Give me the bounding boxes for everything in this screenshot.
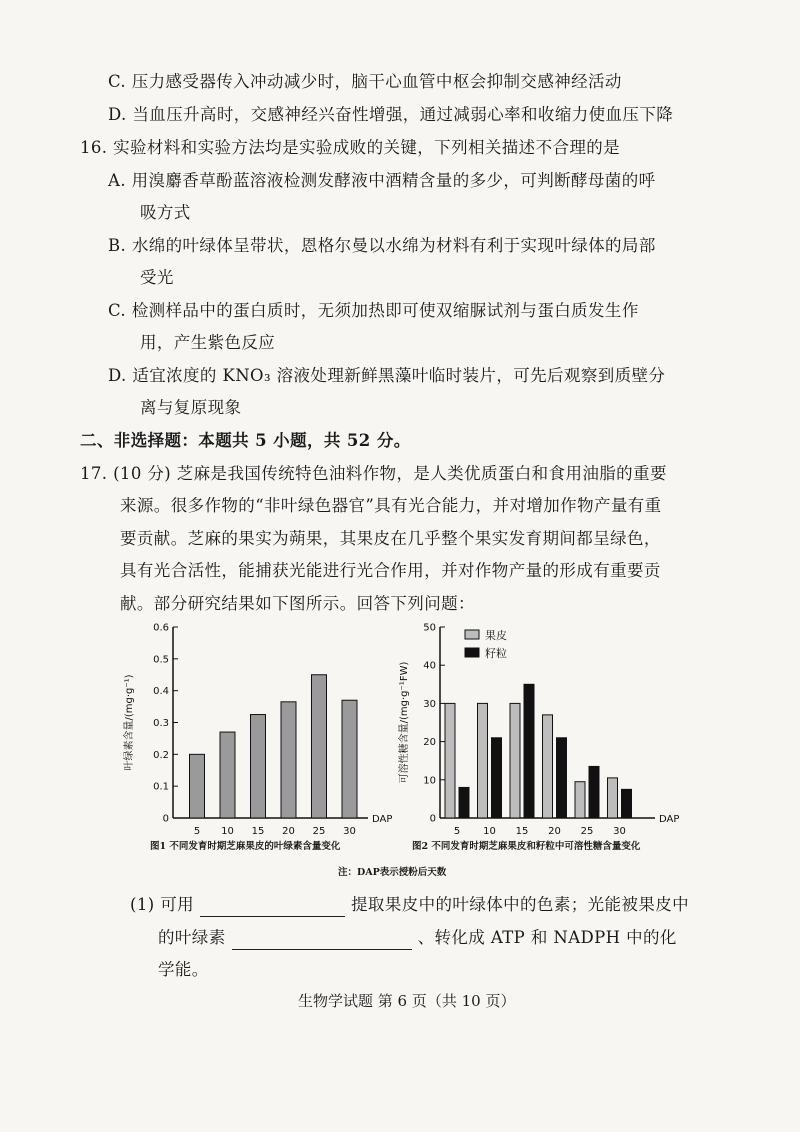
y-axis-label: 可溶性糖含量/(mg·g⁻¹FW) <box>399 661 410 784</box>
y-tick-label: 0.6 <box>153 622 169 634</box>
y-tick-label: 0.3 <box>153 718 169 729</box>
bar-10 <box>220 732 235 818</box>
legend-label: 果皮 <box>485 629 507 642</box>
option-b-q16: B. 水绵的叶绿体呈带状，恩格尔曼以水绵为材料有利于实现叶绿体的局部 <box>108 236 656 255</box>
x-tick-label: 30 <box>343 826 356 837</box>
figure1-chlorophyll-chart <box>118 618 403 843</box>
option-c-q16: C. 检测样品中的蛋白质时，无须加热即可使双缩脲试剂与蛋白质发生作 <box>108 301 639 320</box>
question-17-line3: 要贡献。芝麻的果实为蒴果，其果皮在几乎整个果实发育期间都呈绿色， <box>120 529 661 548</box>
x-axis-label: DAP <box>372 814 393 825</box>
part1b-prefix: 的叶绿素 <box>158 928 226 947</box>
part1-suffix: 提取果皮中的叶绿体中的色素；光能被果皮中 <box>351 895 690 914</box>
bar-seed-25 <box>589 766 599 818</box>
option-a-q16-cont: 吸方式 <box>140 203 191 222</box>
bar-peel-10 <box>478 703 488 818</box>
bar-25 <box>312 675 327 818</box>
answer-blank-1[interactable] <box>200 898 345 917</box>
x-axis-label: DAP <box>659 814 680 825</box>
x-tick-label: 5 <box>453 826 461 837</box>
bar-seed-30 <box>622 789 632 818</box>
x-tick-label: 5 <box>193 826 201 837</box>
y-tick-label: 0.1 <box>153 781 169 793</box>
question-17-line4: 具有光合活性，能捕获光能进行光合作用，并对作物产量的形成有重要贡 <box>120 561 661 580</box>
y-axis-label: 叶绿素含量/(mg·g⁻¹) <box>124 674 135 771</box>
option-d-q16-cont: 离与复原现象 <box>140 398 242 417</box>
figure1-caption: 图1 不同发育时期芝麻果皮的叶绿素含量变化 <box>150 841 341 852</box>
bar-peel-5 <box>445 703 455 818</box>
question-17-part1-line2 <box>158 926 677 950</box>
question-17-part1-line1 <box>130 893 689 917</box>
y-tick-label: 50 <box>423 622 436 634</box>
option-d-q15: D. 当血压升高时，交感神经兴奋性增强，通过减弱心率和收缩力使血压下降 <box>108 105 674 124</box>
y-tick-label: 0.4 <box>153 686 169 698</box>
y-tick-label: 0.2 <box>153 749 169 761</box>
figure2-caption: 图2 不同发育时期芝麻果皮和籽粒中可溶性糖含量变化 <box>412 841 641 852</box>
bar-seed-5 <box>459 787 469 818</box>
question-17-line1: 17. (10 分) 芝麻是我国传统特色油料作物，是人类优质蛋白和食用油脂的重要 <box>80 464 667 483</box>
part1b-suffix: 、转化成 ATP 和 NADPH 中的化 <box>417 928 677 947</box>
y-tick-label: 30 <box>423 698 436 710</box>
bar-20 <box>281 702 296 818</box>
bar-seed-15 <box>524 684 534 818</box>
question-17-part1-line3: 学能。 <box>158 960 209 979</box>
bar-seed-20 <box>557 738 567 818</box>
legend-swatch <box>465 648 479 657</box>
option-d-q16: D. 适宜浓度的 KNO₃ 溶液处理新鲜黑藻叶临时装片，可先后观察到质壁分 <box>108 366 666 385</box>
x-tick-label: 25 <box>312 826 326 837</box>
question-16-stem: 16. 实验材料和实验方法均是实验成败的关键，下列相关描述不合理的是 <box>80 138 621 157</box>
bar-5 <box>190 754 205 818</box>
bar-15 <box>251 715 266 818</box>
bar-peel-15 <box>510 703 520 818</box>
option-c-q15: C. 压力感受器传入冲动减少时，脑干心血管中枢会抑制交感神经活动 <box>108 72 622 91</box>
question-17-line2: 来源。很多作物的“非叶绿色器官”具有光合能力，并对增加作物产量有重 <box>120 496 662 515</box>
x-tick-label: 15 <box>515 826 529 837</box>
figure-note: 注：DAP表示授粉后天数 <box>338 867 447 878</box>
bar-peel-30 <box>608 778 618 818</box>
legend-swatch <box>465 630 479 639</box>
x-tick-label: 30 <box>613 826 626 837</box>
x-tick-label: 20 <box>282 826 295 837</box>
option-c-q16-cont: 用，产生紫色反应 <box>140 333 276 352</box>
y-tick-label: 0 <box>429 813 436 825</box>
part1-prefix: (1) 可用 <box>130 895 195 914</box>
bar-30 <box>342 700 357 818</box>
x-tick-label: 15 <box>251 826 265 837</box>
legend-label: 籽粒 <box>485 647 507 660</box>
bar-seed-10 <box>492 738 502 818</box>
section-heading: 二、非选择题：本题共 5 小题，共 52 分。 <box>80 431 411 450</box>
y-tick-label: 10 <box>423 775 436 787</box>
question-17-line5: 献。部分研究结果如下图所示。回答下列问题： <box>120 594 475 613</box>
answer-blank-2[interactable] <box>232 931 412 950</box>
bar-peel-20 <box>543 715 553 818</box>
y-tick-label: 0.5 <box>153 654 169 666</box>
option-a-q16: A. 用溴麝香草酚蓝溶液检测发酵液中酒精含量的多少，可判断酵母菌的呼 <box>108 171 656 190</box>
y-tick-label: 20 <box>423 737 436 749</box>
figure2-sugar-chart <box>395 618 685 843</box>
option-b-q16-cont: 受光 <box>140 268 174 287</box>
y-tick-label: 40 <box>423 660 436 672</box>
x-tick-label: 25 <box>580 826 594 837</box>
x-tick-label: 10 <box>221 826 234 837</box>
x-tick-label: 10 <box>483 826 496 837</box>
x-tick-label: 20 <box>548 826 561 837</box>
bar-peel-25 <box>575 782 585 818</box>
y-tick-label: 0 <box>162 813 169 825</box>
page-footer: 生物学试题 第 6 页（共 10 页） <box>298 992 516 1010</box>
